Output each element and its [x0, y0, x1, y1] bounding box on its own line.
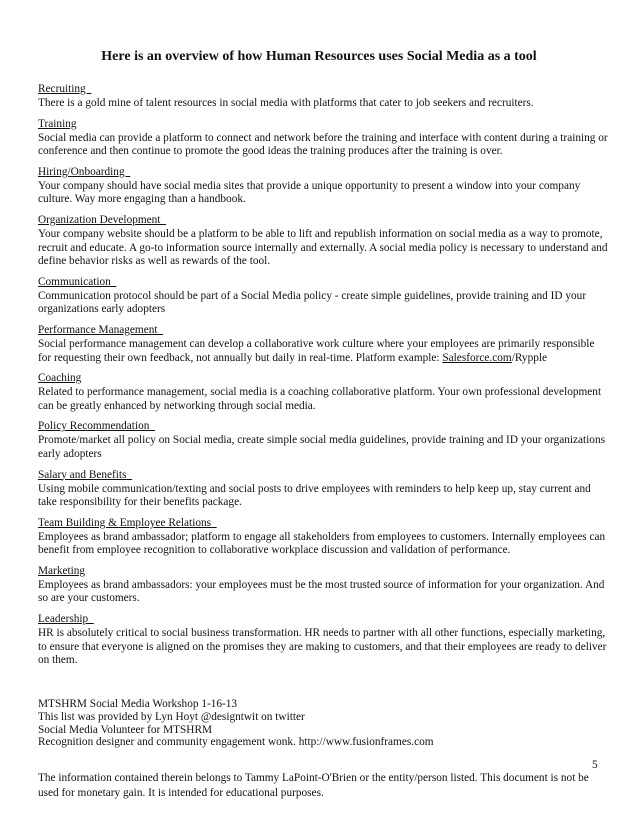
section-body: Your company should have social media sites that provide a unique opportunity to present a window into your company culture. Way more engaging than a handbook. — [38, 179, 581, 206]
section-heading: Team Building & Employee Relations — [38, 516, 217, 529]
section-body: HR is absolutely critical to social business transformation. HR needs to partner with all other functions, especially marketing, to ensure that everyone is aligned on the promises they are making to customers, and that their employees are ready to deliver on them. — [38, 627, 607, 667]
section-coaching — [38, 368, 608, 413]
salesforce-link[interactable]: Salesforce.com — [442, 351, 512, 364]
section-policy-recommendation — [38, 416, 608, 461]
section-heading: Recruiting — [38, 83, 92, 95]
section-body: Your company website should be a platform to be able to lift and republish information on social media as a way to promote, recruit and educate. A go-to information source internally and externally. A social media policy is necessary to understand and define behavior risks as well as rewards of the tool. — [38, 227, 608, 268]
sections-list — [38, 79, 608, 671]
page-number: 5 — [592, 759, 598, 771]
section-body: Promote/market all policy on Social media, create simple social media guidelines, provide training and ID your organizations early adopters — [38, 434, 605, 460]
page-title: Here is an overview of how Human Resources uses Social Media as a tool — [101, 49, 537, 64]
section-salary-benefits — [38, 465, 608, 510]
section-body: Communication protocol should be part of a Social Media policy - create simple guidelines, provide training and ID your organizations early adopters — [38, 289, 587, 316]
section-recruiting — [38, 79, 608, 111]
section-body: There is a gold mine of talent resources in social media with platforms that cater to job seekers and recruiters. — [38, 97, 534, 109]
section-body — [38, 338, 608, 365]
section-body-text: Social performance management can develop a collaborative work culture where your employees are primarily responsible for requesting their own feedback, not annually but daily in real-time. Platform example: — [38, 337, 595, 364]
section-heading: Training — [38, 117, 77, 130]
footer-line: Recognition designer and community engagement wonk. http://www.fusionframes.com — [38, 736, 434, 749]
section-communication — [38, 272, 608, 317]
section-hiring-onboarding — [38, 162, 608, 207]
section-heading: Leadership — [38, 613, 94, 626]
section-heading: Performance Management — [38, 323, 164, 336]
section-body: Social media can provide a platform to connect and network before the training and interface with content during a training or conference and then continue to promote the good ideas the training produces after the training is over. — [38, 131, 608, 158]
usage-notice: The information contained therein belongs to Tammy LaPoint-O'Brien or the entity/person listed. This document is not be used for monetary gain. It is intended for educational purposes. — [38, 772, 589, 799]
section-leadership — [38, 609, 608, 668]
section-body: Employees as brand ambassadors: your employees must be the most trusted source of information for your organization. And so are your customers. — [38, 578, 605, 605]
footer-line: This list was provided by Lyn Hoyt @designtwit on twitter — [38, 710, 305, 723]
section-body: Using mobile communication/texting and social posts to drive employees with reminders to help keep up, stay current and take responsibility for their benefits package. — [38, 482, 591, 509]
section-training — [38, 114, 608, 159]
footer-credits — [38, 698, 608, 749]
section-organization-development — [38, 210, 608, 269]
section-performance-management — [38, 320, 608, 365]
section-heading: Hiring/Onboarding — [38, 165, 131, 178]
section-heading: Coaching — [38, 372, 82, 385]
section-heading: Marketing — [38, 564, 86, 577]
footer-line: MTSHRM Social Media Workshop 1-16-13 — [38, 698, 238, 710]
section-body: Related to performance management, social media is a coaching collaborative platform. Your own professional development can be greatly enhanced by networking through social media. — [38, 386, 602, 412]
footer-line: Social Media Volunteer for MTSHRM — [38, 723, 213, 736]
section-heading: Policy Recommendation — [38, 420, 156, 433]
section-team-building — [38, 513, 608, 558]
section-heading: Organization Development — [38, 213, 167, 226]
section-heading: Communication — [38, 275, 117, 288]
section-body: Employees as brand ambassador; platform to engage all stakeholders from employees to customers. Internally employees can benefit from employee recognition to collaborative workplace discussion and validation of performance. — [38, 530, 606, 557]
section-marketing — [38, 561, 608, 606]
section-body-text-after: /Rypple — [511, 351, 548, 364]
section-heading: Salary and Benefits — [38, 468, 133, 481]
